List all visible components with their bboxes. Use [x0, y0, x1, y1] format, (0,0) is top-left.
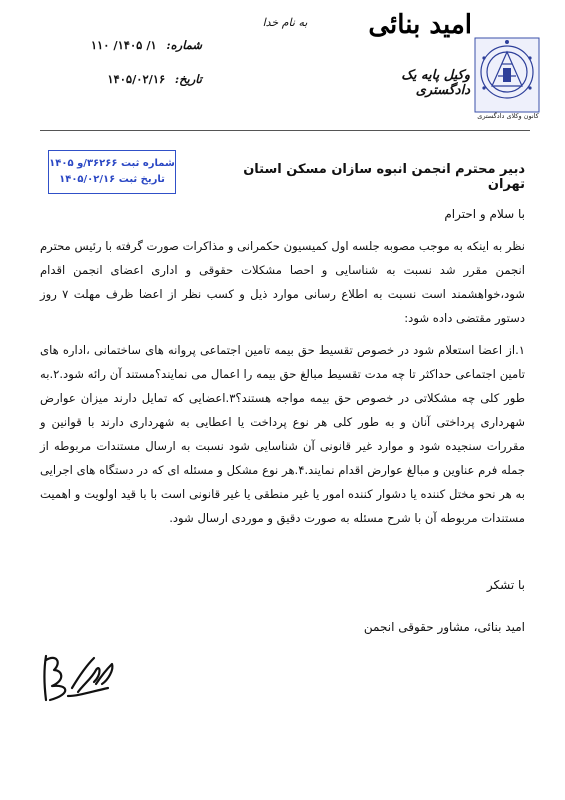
handwritten-signature: [38, 648, 120, 708]
lawyer-subtitle: وکیل پایه یک دادگستری: [401, 68, 470, 98]
letter-number-row: [52, 38, 202, 52]
letter-recipient: دبیر محترم انجمن انبوه سازان مسکن استان تهران: [243, 162, 525, 192]
signer-name: امید بنائی، مشاور حقوقی انجمن: [363, 620, 525, 634]
date-value: ۱۴۰۵/۰۲/۱۶: [107, 72, 166, 86]
stamp-registration-date: تاریخ ثبت ۱۴۰۵/۰۲/۱۶: [59, 174, 165, 185]
date-label: تاریخ:: [174, 72, 202, 86]
logo-caption: کانون وکلای دادگستری: [477, 112, 539, 120]
letter-paragraph-items: ۱.از اعضا استعلام شود در خصوص تقسیط حق بیمه تامین اجتماعی پروانه های ساختمانی ،اداره های تامین اجتماعی حداکثر تا چه مدت تقسیط مبالغ حق بیمه را اعمال می نمایند؟مستند آن رائه شود.۲.به طور کلی چه مشکلاتی در خصوص حق بیمه مواجه هستند؟۳.اعضایی که تمایل دارند میزان عوارض شهرداری پرداختی آنان و به طور کلی هر نوع پرداخت یا اعطایی به شهرداری دارند با قوانین و مقررات سنجیده شود و موارد غیر قانونی آن شناسایی شود نسبت به ارسال مستندات مربوطه از جمله فرم عناوین و مبالغ عوارض اقدام نمایند.۴.هر نوع مشکل و مسئله ای که در دستگاه های اجرایی به هر نحو مختل کننده یا دشوار کننده امور یا غیر منطقی یا غیر قانونی است با با قید اولویت و اهمیت مستندات مربوطه آن با شرح مسئله به صورت دقیق و موردی ارسال شود.: [40, 343, 525, 525]
letter-date-row: [52, 72, 202, 86]
stamp-registration-number: شماره ثبت ۳۶۲۶۶/و ۱۴۰۵: [49, 158, 175, 169]
letter-greeting: با سلام و احترام: [444, 207, 525, 221]
letter-closing: با تشکر: [486, 578, 525, 592]
number-label: شماره:: [166, 38, 202, 52]
registration-stamp: [48, 150, 176, 194]
letter-paragraph-intro: نظر به اینکه به موجب مصوبه جلسه اول کمیسیون حکمرانی و مذاکرات صورت گرفته با رئیس محترم انجمن مقرر شد نسبت به شناسایی و احصا مشکلات حقوقی و اداری اعضای انجمن اقدام شود،خواهشمند است نسبت به اطلاع رسانی موارد ذیل و کسب نظر از اعضا ظرف مهلت ۷ روز دستور مقتضی داده شود:: [40, 239, 525, 325]
bar-association-logo: [472, 28, 542, 124]
invocation: به نام خدا: [262, 16, 308, 29]
header-divider: [40, 130, 530, 131]
number-value: ۱/ ۱۴۰۵/ ۱۱۰: [90, 38, 157, 52]
lawyer-name: امید بنائی: [368, 10, 472, 40]
